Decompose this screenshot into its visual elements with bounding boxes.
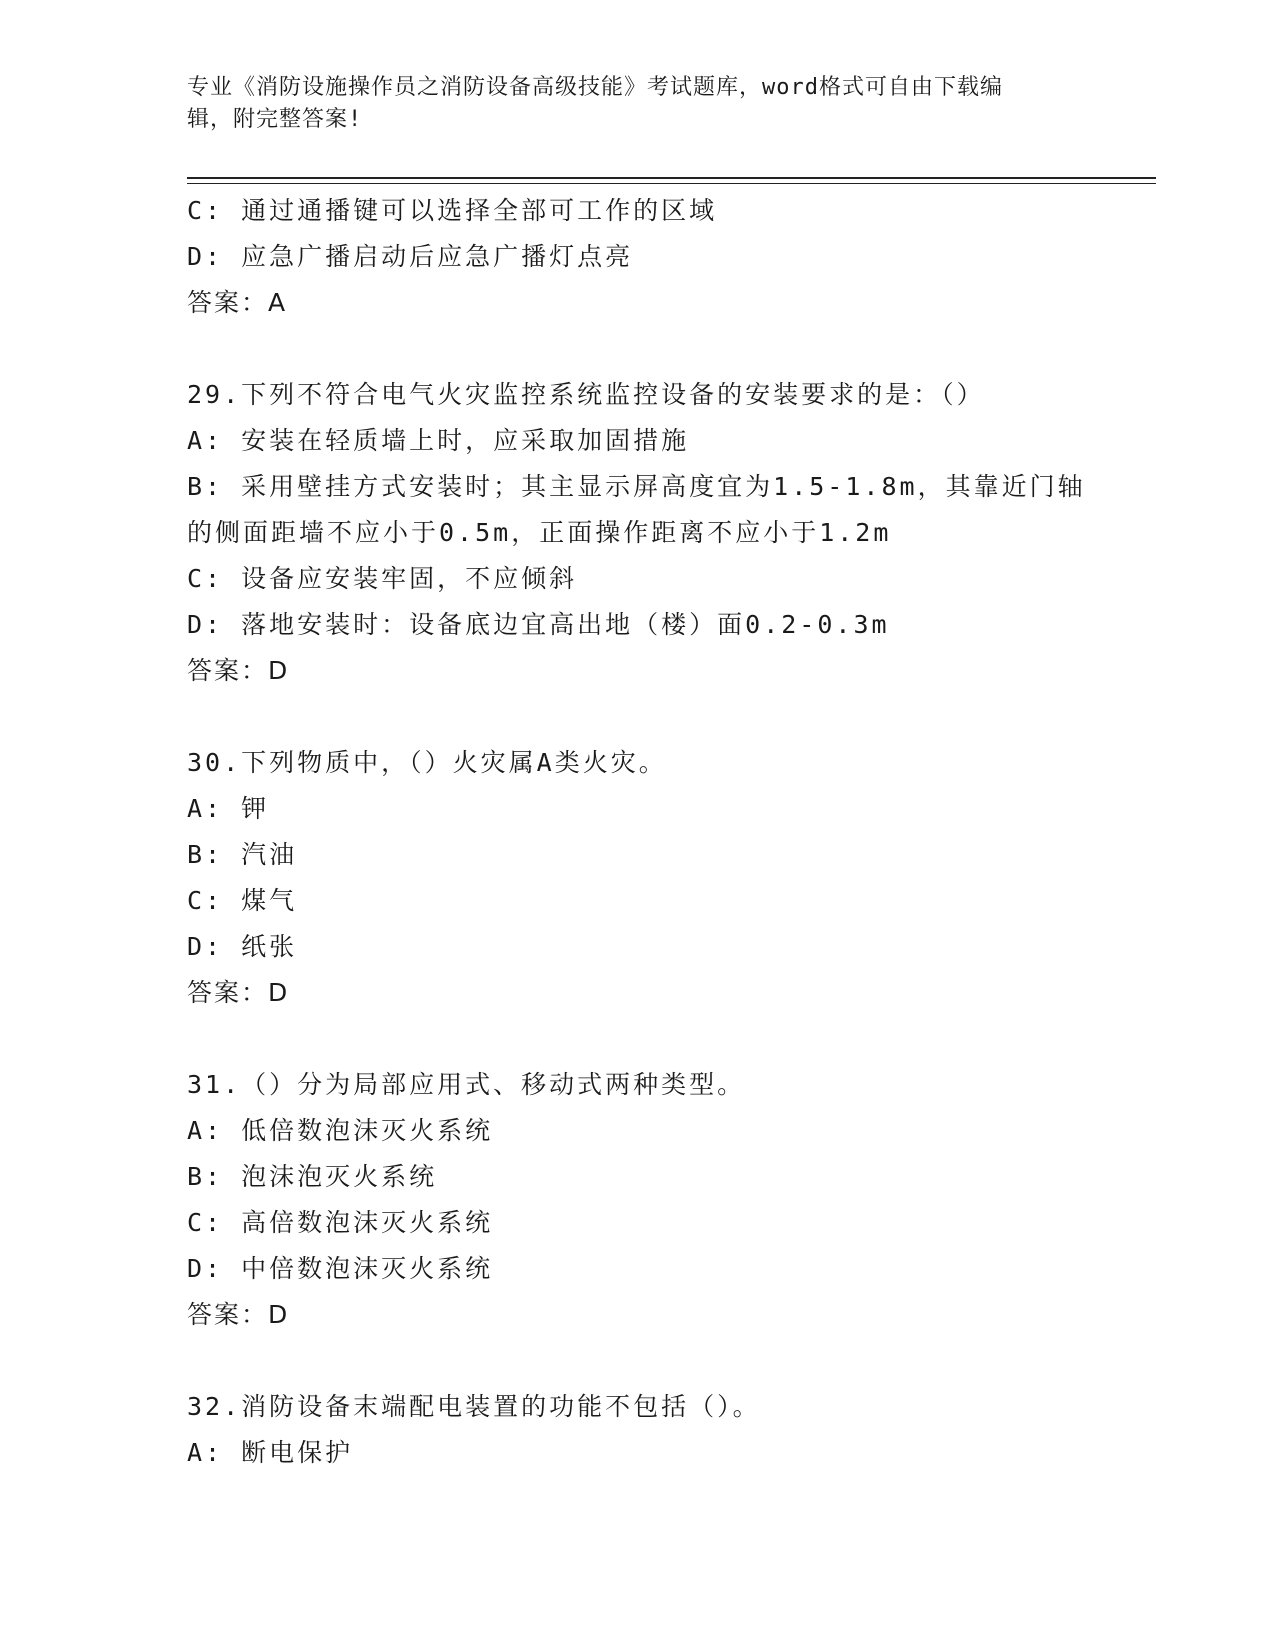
header-line-2: 辑，附完整答案! (187, 107, 363, 132)
question-stem: 32.消防设备末端配电装置的功能不包括（）。 (187, 1392, 761, 1421)
question-block-29 (187, 372, 1087, 694)
spacer (187, 694, 1087, 740)
option-a: A: 断电保护 (187, 1438, 354, 1467)
question-stem: 31.（）分为局部应用式、移动式两种类型。 (187, 1070, 746, 1099)
option-c: C: 高倍数泡沫灭火系统 (187, 1208, 494, 1237)
answer-line: 答案：D (187, 656, 290, 685)
option-d: D: 纸张 (187, 932, 298, 961)
header-line-1: 专业《消防设施操作员之消防设备高级技能》考试题库，word格式可自由下载编 (187, 75, 1003, 100)
question-block-32 (187, 1384, 1087, 1476)
option-b-continued: 的侧面距墙不应小于0.5m，正面操作距离不应小于1.2m (187, 518, 892, 547)
question-content (187, 188, 1087, 1476)
question-stem: 29.下列不符合电气火灾监控系统监控设备的安装要求的是：（） (187, 380, 985, 409)
option-c: C: 设备应安装牢固，不应倾斜 (187, 564, 578, 593)
question-block-28 (187, 188, 1087, 326)
header-rule-thick (187, 177, 1156, 179)
option-b: B: 采用壁挂方式安装时；其主显示屏高度宜为1.5-1.8m，其靠近门轴 (187, 472, 1086, 501)
question-block-30 (187, 740, 1087, 1016)
option-b: B: 泡沫泡灭火系统 (187, 1162, 438, 1191)
spacer (187, 1016, 1087, 1062)
option-d: D: 中倍数泡沫灭火系统 (187, 1254, 494, 1283)
answer-line: 答案：D (187, 978, 290, 1007)
option-c: C: 通过通播键可以选择全部可工作的区域 (187, 196, 718, 225)
spacer (187, 1338, 1087, 1384)
spacer (187, 326, 1087, 372)
option-d: D: 落地安装时：设备底边宜高出地（楼）面0.2-0.3m (187, 610, 890, 639)
option-a: A: 钾 (187, 794, 270, 823)
document-header (187, 72, 1067, 136)
option-a: A: 低倍数泡沫灭火系统 (187, 1116, 494, 1145)
option-b: B: 汽油 (187, 840, 298, 869)
option-c: C: 煤气 (187, 886, 298, 915)
answer-line: 答案：A (187, 288, 288, 317)
question-block-31 (187, 1062, 1087, 1338)
answer-line: 答案：D (187, 1300, 290, 1329)
header-rule-thin (187, 183, 1156, 184)
question-stem: 30.下列物质中，（）火灾属A类火灾。 (187, 748, 667, 777)
option-a: A: 安装在轻质墙上时，应采取加固措施 (187, 426, 690, 455)
option-d: D: 应急广播启动后应急广播灯点亮 (187, 242, 634, 271)
